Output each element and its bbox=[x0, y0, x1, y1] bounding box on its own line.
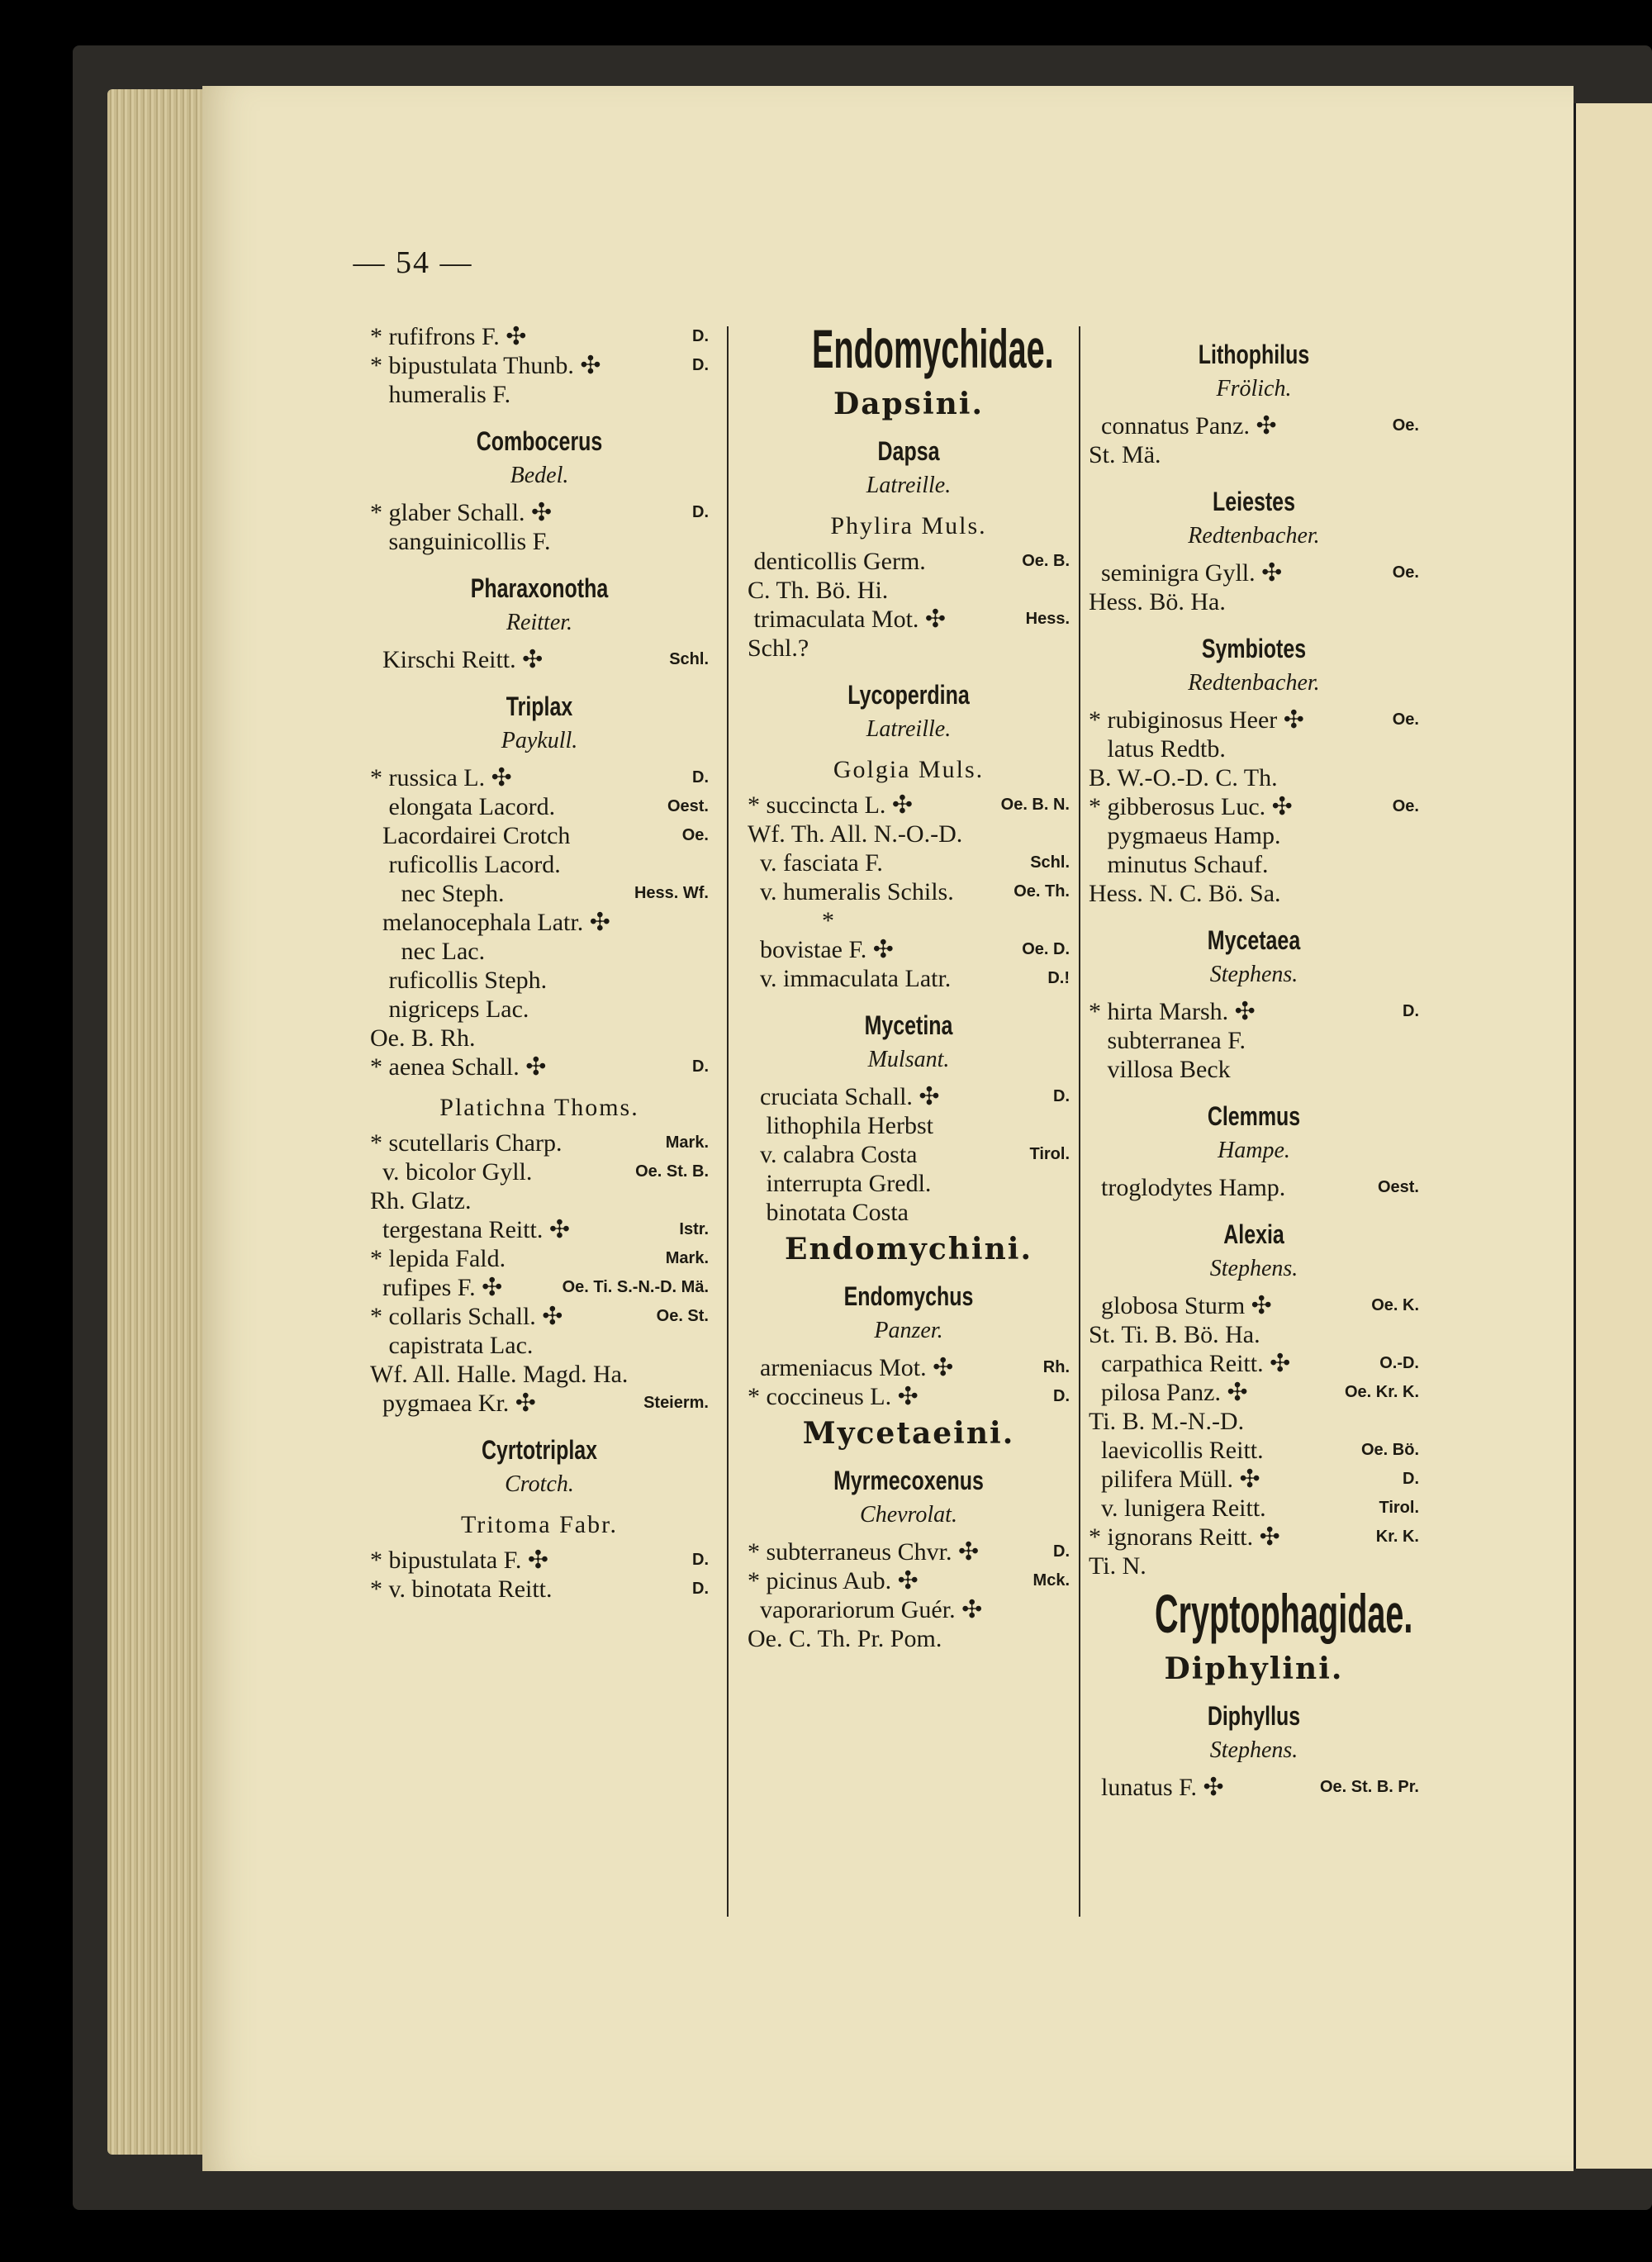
species-name: lunatus F. ✣ bbox=[1089, 1774, 1224, 1801]
species-name: trimaculata Mot. ✣ bbox=[748, 606, 947, 633]
species-entry bbox=[748, 547, 1070, 576]
species-name: connatus Panz. ✣ bbox=[1089, 412, 1277, 440]
species-name: * gibberosus Luc. ✣ bbox=[1089, 793, 1293, 820]
distribution-ref: Oe. Ti. S.-N.-D. Mä. bbox=[562, 1278, 709, 1296]
species-name: ruficollis Steph. bbox=[370, 967, 548, 994]
species-entry bbox=[1089, 1436, 1419, 1465]
distribution-ref: Oe. B. Rh. bbox=[370, 1024, 476, 1052]
species-entry bbox=[370, 645, 709, 674]
species-name: latus Redtb. bbox=[1089, 735, 1226, 763]
species-entry bbox=[748, 1082, 1070, 1111]
genus-author: Mulsant. bbox=[867, 1047, 950, 1072]
species-name: * bipustulata Thunb. ✣ bbox=[370, 352, 601, 379]
species-name: * ignorans Reitt. ✣ bbox=[1089, 1523, 1280, 1551]
distribution-ref: Oe. Th. bbox=[1014, 882, 1070, 901]
species-entry bbox=[370, 1244, 709, 1273]
family-heading: Cryptophagidae. bbox=[1155, 1583, 1413, 1644]
species-entry bbox=[1089, 706, 1419, 734]
species-entry bbox=[1089, 1026, 1419, 1055]
species-name: * succincta L. ✣ bbox=[748, 791, 914, 819]
subgenus-heading: Phylira Muls. bbox=[830, 512, 987, 539]
distribution-ref: D. bbox=[1053, 1542, 1070, 1561]
species-name: pygmaea Kr. ✣ bbox=[370, 1390, 536, 1417]
genus-heading: Clemmus bbox=[1207, 1101, 1301, 1131]
species-name: v. lunigera Reitt. bbox=[1089, 1495, 1266, 1522]
species-name: v. calabra Costa bbox=[748, 1141, 918, 1168]
genus-author: Redtenbacher. bbox=[1188, 523, 1320, 549]
page-number: — 54 — bbox=[353, 245, 473, 280]
distribution-ref: Schl. bbox=[1030, 853, 1070, 872]
species-name: elongata Lacord. bbox=[370, 793, 556, 820]
species-name: vaporariorum Guér. ✣ bbox=[748, 1596, 983, 1623]
column-right bbox=[1089, 322, 1419, 1802]
species-entry bbox=[748, 1140, 1070, 1169]
distribution-ref: B. W.-O.-D. C. Th. bbox=[1089, 764, 1278, 791]
column-left bbox=[370, 322, 709, 1604]
species-entry bbox=[370, 1215, 709, 1244]
species-entry bbox=[1089, 1523, 1419, 1552]
species-entry bbox=[748, 877, 1070, 906]
species-name: interrupta Gredl. bbox=[748, 1170, 932, 1197]
distribution-ref: D. bbox=[692, 768, 709, 786]
species-entry bbox=[370, 821, 709, 850]
distribution-ref: O.-D. bbox=[1379, 1354, 1419, 1372]
species-name: * picinus Aub. ✣ bbox=[748, 1567, 919, 1594]
species-entry bbox=[370, 1302, 709, 1331]
species-entry bbox=[370, 1129, 709, 1157]
species-name: globosa Sturm ✣ bbox=[1089, 1292, 1272, 1319]
distribution-ref: Oest. bbox=[1377, 1178, 1419, 1196]
species-name: villosa Beck bbox=[1089, 1056, 1231, 1083]
species-entry bbox=[370, 1053, 709, 1081]
species-entry bbox=[370, 498, 709, 527]
page-edges bbox=[107, 89, 215, 2155]
subgenus-heading: Platichna Thoms. bbox=[439, 1094, 639, 1121]
genus-author: Frölich. bbox=[1216, 376, 1292, 402]
distribution-ref: Kr. K. bbox=[1375, 1528, 1419, 1546]
genus-heading: Alexia bbox=[1223, 1219, 1284, 1249]
species-entry bbox=[370, 380, 709, 409]
species-entry bbox=[370, 527, 709, 556]
species-entry bbox=[748, 848, 1070, 877]
distribution-ref: D. bbox=[692, 327, 709, 345]
species-entry bbox=[1089, 734, 1419, 763]
species-entry bbox=[370, 879, 709, 908]
species-name: pilosa Panz. ✣ bbox=[1089, 1379, 1248, 1406]
genus-heading: Pharaxonotha bbox=[470, 573, 609, 603]
tribe-heading: Mycetaeini. bbox=[802, 1416, 1015, 1451]
species-entry bbox=[748, 605, 1070, 634]
distribution-ref: Mck. bbox=[1032, 1571, 1070, 1590]
species-name: cruciata Schall. ✣ bbox=[748, 1083, 940, 1110]
genus-author: Stephens. bbox=[1209, 1256, 1298, 1281]
distribution-ref: Oe. D. bbox=[1022, 940, 1070, 958]
species-entry bbox=[370, 908, 709, 937]
species-name: nigriceps Lac. bbox=[370, 996, 529, 1023]
species-entry bbox=[748, 964, 1070, 993]
genus-heading: Mycetaea bbox=[1207, 925, 1301, 955]
species-entry bbox=[1089, 792, 1419, 821]
species-name: carpathica Reitt. ✣ bbox=[1089, 1350, 1291, 1377]
species-entry bbox=[1089, 1173, 1419, 1202]
species-entry bbox=[748, 1566, 1070, 1595]
species-name: pygmaeus Hamp. bbox=[1089, 822, 1281, 849]
species-entry bbox=[1089, 1494, 1419, 1523]
distribution-ref: Hess. N. C. Bö. Sa. bbox=[1089, 880, 1281, 907]
species-name: v. bicolor Gyll. bbox=[370, 1158, 533, 1186]
distribution-ref: D.! bbox=[1047, 969, 1070, 987]
genus-heading: Lithophilus bbox=[1198, 340, 1310, 369]
species-name: pilifera Müll. ✣ bbox=[1089, 1466, 1260, 1493]
distribution-ref: Oe. St. bbox=[656, 1307, 709, 1325]
distribution-ref: Hess. Bö. Ha. bbox=[1089, 588, 1226, 615]
species-name: * coccineus L. ✣ bbox=[748, 1383, 919, 1410]
distribution-ref: Hess. Wf. bbox=[634, 884, 709, 902]
species-entry bbox=[1089, 411, 1419, 440]
species-entry bbox=[1089, 850, 1419, 879]
species-entry bbox=[1089, 821, 1419, 850]
distribution-ref: Oe. K. bbox=[1371, 1296, 1419, 1314]
species-name: v. fasciata F. bbox=[748, 849, 883, 877]
distribution-ref: Oe. C. Th. Pr. Pom. bbox=[748, 1625, 942, 1652]
species-entry bbox=[370, 966, 709, 995]
species-entry bbox=[748, 906, 1070, 935]
genus-author: Latreille. bbox=[866, 716, 952, 742]
distribution-ref: Oe. bbox=[1392, 710, 1419, 729]
distribution-ref: Rh. bbox=[1042, 1358, 1070, 1376]
distribution-ref: Ti. N. bbox=[1089, 1552, 1146, 1580]
species-name: * aenea Schall. ✣ bbox=[370, 1053, 547, 1081]
genus-heading: Cyrtotriplax bbox=[481, 1435, 598, 1465]
species-name: * russica L. ✣ bbox=[370, 764, 512, 791]
genus-author: Chevrolat. bbox=[860, 1502, 957, 1528]
species-entry bbox=[370, 322, 709, 351]
distribution-ref: D. bbox=[692, 1551, 709, 1569]
species-name: Kirschi Reitt. ✣ bbox=[370, 646, 544, 673]
species-entry bbox=[370, 937, 709, 966]
distribution-ref: Steierm. bbox=[643, 1394, 709, 1412]
genus-heading: Leiestes bbox=[1213, 487, 1295, 516]
distribution-ref: Oe. bbox=[1392, 563, 1419, 582]
species-entry bbox=[748, 1353, 1070, 1382]
species-name: Lacordairei Crotch bbox=[370, 822, 571, 849]
species-entry bbox=[1089, 1055, 1419, 1084]
species-name: nec Steph. bbox=[370, 880, 505, 907]
genus-author: Reitter. bbox=[506, 610, 573, 635]
subgenus-heading: Tritoma Fabr. bbox=[461, 1511, 618, 1538]
species-entry bbox=[370, 1546, 709, 1575]
species-entry bbox=[370, 1157, 709, 1186]
species-name: armeniacus Mot. ✣ bbox=[748, 1354, 954, 1381]
distribution-ref: D. bbox=[1053, 1087, 1070, 1105]
genus-author: Crotch. bbox=[505, 1471, 574, 1497]
distribution-ref: D. bbox=[692, 1057, 709, 1076]
species-entry bbox=[748, 1595, 1070, 1624]
tribe-heading: Endomychini. bbox=[785, 1232, 1032, 1266]
species-name: * rufifrons F. ✣ bbox=[370, 323, 527, 350]
species-name: sanguinicollis F. bbox=[370, 528, 551, 555]
genus-heading: Mycetina bbox=[864, 1010, 953, 1040]
genus-heading: Symbiotes bbox=[1201, 634, 1307, 663]
distribution-ref: Schl.? bbox=[748, 634, 809, 662]
distribution-ref: Tirol. bbox=[1029, 1145, 1070, 1163]
distribution-ref: St. Ti. B. Bö. Ha. bbox=[1089, 1321, 1260, 1348]
species-entry bbox=[1089, 558, 1419, 587]
species-entry bbox=[370, 995, 709, 1024]
distribution-ref: Wf. All. Halle. Magd. Ha. bbox=[370, 1361, 629, 1388]
distribution-ref: C. Th. Bö. Hi. bbox=[748, 577, 889, 604]
distribution-ref: Rh. Glatz. bbox=[370, 1187, 472, 1214]
genus-author: Paykull. bbox=[501, 728, 578, 753]
species-entry bbox=[1089, 1291, 1419, 1320]
column-divider-1 bbox=[727, 326, 729, 1917]
distribution-ref: Tirol. bbox=[1379, 1499, 1419, 1517]
column-divider-2 bbox=[1079, 326, 1080, 1917]
genus-author: Redtenbacher. bbox=[1188, 670, 1320, 696]
species-entry bbox=[1089, 1378, 1419, 1407]
species-name: v. humeralis Schils. bbox=[748, 878, 954, 905]
species-name: * collaris Schall. ✣ bbox=[370, 1303, 563, 1330]
species-name: * hirta Marsh. ✣ bbox=[1089, 998, 1256, 1025]
distribution-ref: D. bbox=[1053, 1387, 1070, 1405]
species-entry bbox=[370, 792, 709, 821]
genus-author: Latreille. bbox=[866, 473, 952, 498]
species-name: nec Lac. bbox=[370, 938, 486, 965]
distribution-ref: Istr. bbox=[679, 1220, 709, 1238]
species-entry bbox=[370, 351, 709, 380]
species-name: laevicollis Reitt. bbox=[1089, 1437, 1264, 1464]
distribution-ref: Oe. B. bbox=[1022, 552, 1070, 570]
genus-heading: Combocerus bbox=[476, 426, 603, 456]
distribution-ref: Hess. bbox=[1025, 610, 1070, 628]
species-name: * bbox=[748, 907, 834, 934]
species-name: humeralis F. bbox=[370, 381, 511, 408]
distribution-ref: Oe. St. B. Pr. bbox=[1319, 1778, 1419, 1796]
species-name: * lepida Fald. bbox=[370, 1245, 506, 1272]
species-entry bbox=[1089, 997, 1419, 1026]
species-name: tergestana Reitt. ✣ bbox=[370, 1216, 571, 1243]
species-entry bbox=[370, 763, 709, 792]
species-name: capistrata Lac. bbox=[370, 1332, 534, 1359]
species-entry bbox=[370, 850, 709, 879]
tribe-heading: Diphylini. bbox=[1164, 1651, 1344, 1686]
distribution-ref: Mark. bbox=[665, 1249, 709, 1267]
species-entry bbox=[370, 1331, 709, 1360]
species-name: melanocephala Latr. ✣ bbox=[370, 909, 610, 936]
species-name: * scutellaris Charp. bbox=[370, 1129, 563, 1157]
distribution-ref: D. bbox=[692, 503, 709, 521]
genus-heading: Lycoperdina bbox=[847, 680, 970, 710]
species-name: binotata Costa bbox=[748, 1199, 909, 1226]
species-entry bbox=[1089, 1465, 1419, 1494]
distribution-ref: D. bbox=[1403, 1002, 1419, 1020]
species-entry bbox=[1089, 1349, 1419, 1378]
species-name: subterranea F. bbox=[1089, 1027, 1246, 1054]
genus-heading: Myrmecoxenus bbox=[833, 1466, 984, 1495]
genus-heading: Endomychus bbox=[843, 1281, 974, 1311]
distribution-ref: Oe. B. N. bbox=[1000, 796, 1070, 814]
distribution-ref: Oe. St. B. bbox=[635, 1162, 709, 1181]
species-name: ruficollis Lacord. bbox=[370, 851, 561, 878]
facing-page-edge bbox=[1574, 103, 1652, 2169]
species-entry bbox=[370, 1575, 709, 1604]
species-name: * glaber Schall. ✣ bbox=[370, 499, 553, 526]
distribution-ref: Ti. B. M.-N.-D. bbox=[1089, 1408, 1245, 1435]
genus-author: Stephens. bbox=[1209, 1737, 1298, 1763]
species-entry bbox=[1089, 1773, 1419, 1802]
species-name: seminigra Gyll. ✣ bbox=[1089, 559, 1283, 587]
distribution-ref: Mark. bbox=[665, 1133, 709, 1152]
species-name: bovistae F. ✣ bbox=[748, 936, 894, 963]
column-middle bbox=[748, 316, 1070, 1653]
genus-author: Stephens. bbox=[1209, 962, 1298, 987]
distribution-ref: D. bbox=[692, 356, 709, 374]
species-name: * v. binotata Reitt. bbox=[370, 1575, 553, 1603]
species-name: lithophila Herbst bbox=[748, 1112, 933, 1139]
distribution-ref: D. bbox=[692, 1580, 709, 1598]
tribe-heading: Dapsini. bbox=[833, 387, 985, 421]
species-entry bbox=[748, 1537, 1070, 1566]
distribution-ref: Oe. Bö. bbox=[1360, 1441, 1419, 1459]
genus-heading: Dapsa bbox=[877, 436, 940, 466]
genus-heading: Diphyllus bbox=[1207, 1701, 1301, 1731]
distribution-ref: Oe. bbox=[1392, 416, 1419, 435]
species-entry bbox=[748, 1198, 1070, 1227]
species-entry bbox=[748, 1111, 1070, 1140]
species-entry bbox=[748, 935, 1070, 964]
genus-author: Hampe. bbox=[1218, 1138, 1290, 1163]
distribution-ref: St. Mä. bbox=[1089, 441, 1161, 468]
distribution-ref: Oe. bbox=[1392, 797, 1419, 815]
species-name: * subterraneus Chvr. ✣ bbox=[748, 1538, 980, 1566]
distribution-ref: D. bbox=[1403, 1470, 1419, 1488]
distribution-ref: Oe. Kr. K. bbox=[1344, 1383, 1419, 1401]
family-heading: Endomychidae. bbox=[812, 318, 1054, 379]
species-name: rufipes F. ✣ bbox=[370, 1274, 503, 1301]
genus-heading: Triplax bbox=[506, 691, 573, 721]
genus-author: Panzer. bbox=[874, 1318, 943, 1343]
species-entry bbox=[370, 1389, 709, 1418]
species-name: troglodytes Hamp. bbox=[1089, 1174, 1286, 1201]
distribution-ref: Oe. bbox=[681, 826, 709, 844]
species-name: v. immaculata Latr. bbox=[748, 965, 952, 992]
species-name: minutus Schauf. bbox=[1089, 851, 1269, 878]
distribution-ref: Oest. bbox=[667, 797, 709, 815]
species-entry bbox=[370, 1273, 709, 1302]
species-entry bbox=[748, 1169, 1070, 1198]
species-entry bbox=[748, 1382, 1070, 1411]
species-entry bbox=[748, 791, 1070, 820]
species-name: * bipustulata F. ✣ bbox=[370, 1547, 549, 1574]
distribution-ref: Wf. Th. All. N.-O.-D. bbox=[748, 820, 963, 848]
species-name: * rubiginosus Heer ✣ bbox=[1089, 706, 1304, 734]
genus-author: Bedel. bbox=[510, 463, 569, 488]
distribution-ref: Schl. bbox=[669, 650, 709, 668]
subgenus-heading: Golgia Muls. bbox=[833, 756, 985, 783]
species-name: denticollis Germ. bbox=[748, 548, 926, 575]
